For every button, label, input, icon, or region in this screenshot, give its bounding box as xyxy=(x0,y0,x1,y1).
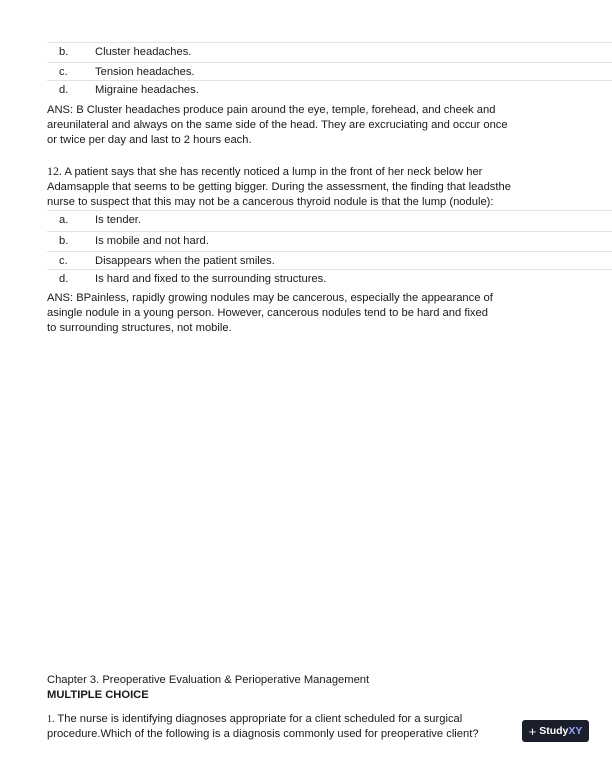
option-text: Cluster headaches. xyxy=(95,46,192,58)
section-title: MULTIPLE CHOICE xyxy=(47,689,149,702)
option-letter: b. xyxy=(59,235,69,247)
q1-stem xyxy=(47,712,517,742)
stem-line: nurse to suspect that this may not be a cancerous thyroid nodule is that the lump (nodule): xyxy=(47,196,494,209)
chapter-title: Chapter 3. Preoperative Evaluation & Perioperative Management xyxy=(47,674,370,686)
q12-option-c xyxy=(47,251,612,271)
answer-line: ANS: BPainless, rapidly growing nodules may be cancerous, especially the appearance of xyxy=(47,292,493,304)
option-letter: a. xyxy=(59,214,69,226)
option-text: Is mobile and not hard. xyxy=(95,235,209,247)
q12-option-b xyxy=(47,231,612,251)
plus-icon: + xyxy=(528,723,537,739)
option-letter: b. xyxy=(59,46,69,58)
q11-answer xyxy=(47,103,537,149)
q11-option-d xyxy=(47,80,612,100)
stem-line: A patient says that she has recently noticed a lump in the front of her neck below her xyxy=(64,166,483,178)
logo-suffix: XY xyxy=(568,725,583,737)
q12-stem xyxy=(47,164,537,211)
answer-line: or twice per day and last to 2 hours each. xyxy=(47,134,252,147)
option-letter: c. xyxy=(59,66,68,78)
stem-line: Adamsapple that seems to be getting bigger. During the assessment, the finding that leadsthe xyxy=(47,181,511,194)
option-letter: d. xyxy=(59,84,69,96)
q12-option-a xyxy=(47,210,612,230)
option-text: Migraine headaches. xyxy=(95,84,199,96)
answer-line: ANS: B Cluster headaches produce pain around the eye, temple, forehead, and cheek and xyxy=(47,104,496,116)
question-number: 12. xyxy=(47,164,62,178)
stem-line: procedure.Which of the following is a diagnosis commonly used for preoperative client? xyxy=(47,728,479,741)
q12-option-d xyxy=(47,269,612,289)
option-letter: d. xyxy=(59,273,69,285)
q12-answer xyxy=(47,291,537,337)
q11-option-c xyxy=(47,62,612,82)
option-letter: c. xyxy=(59,255,68,267)
answer-line: areunilateral and always on the same side of the head. They are excruciating and occur once xyxy=(47,119,508,132)
option-text: Is hard and fixed to the surrounding structures. xyxy=(95,273,327,285)
answer-line: to surrounding structures, not mobile. xyxy=(47,322,232,335)
chapter-heading xyxy=(47,673,537,703)
option-text: Tension headaches. xyxy=(95,66,195,78)
q11-option-b xyxy=(47,42,612,62)
stem-line: The nurse is identifying diagnoses appropriate for a client scheduled for a surgical xyxy=(57,713,463,725)
answer-line: asingle nodule in a young person. However, cancerous nodules tend to be hard and fixed xyxy=(47,307,488,320)
studyxy-logo[interactable] xyxy=(522,720,589,742)
logo-name: Study xyxy=(539,725,569,737)
question-number: 1. xyxy=(47,714,55,725)
option-text: Disappears when the patient smiles. xyxy=(95,255,275,267)
option-text: Is tender. xyxy=(95,214,142,226)
